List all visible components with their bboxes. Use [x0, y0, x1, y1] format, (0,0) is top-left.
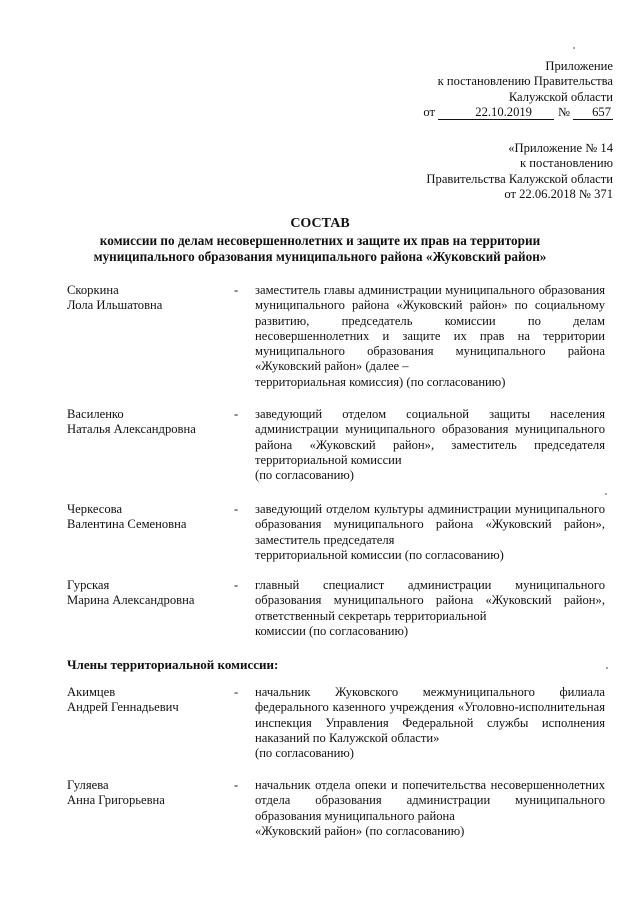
- member-position-text: заведующий отделом социальной защиты населения администрации муниципального образования муниципального района «Жуковский район», заместитель председателя территориальной комиссии: [255, 407, 605, 467]
- member-name: [67, 778, 232, 809]
- member-position: [255, 778, 605, 839]
- member-position-last-line: территориальная комиссия) (по согласованию): [255, 374, 506, 389]
- member-given-names: Андрей Геннадьевич: [67, 700, 179, 715]
- member-surname: Акимцев: [67, 685, 116, 699]
- appendix-line3: Калужской области: [508, 89, 613, 104]
- member-position-text: главный специалист администрации муниципального образования муниципального района «Жуковский район», ответственный секретарь территориальной: [255, 578, 605, 623]
- member-position: [255, 685, 605, 761]
- member-dash: -: [234, 578, 239, 592]
- member-surname: Скоркина: [67, 283, 119, 297]
- member-position: [255, 502, 605, 563]
- member-name: [67, 407, 232, 438]
- resolution-date: 22.10.2019: [438, 105, 554, 120]
- prior-line4: от 22.06.2018 № 371: [504, 187, 613, 202]
- resolution-number: 657: [573, 105, 613, 120]
- section-heading-members: Члены территориальной комиссии:: [67, 657, 279, 672]
- member-dash: -: [234, 778, 239, 792]
- member-position: [255, 407, 605, 483]
- member-position-last-line: «Жуковский район» (по согласованию): [255, 823, 465, 838]
- document-subtitle: [0, 233, 640, 265]
- member-surname: Черкесова: [67, 502, 123, 516]
- subtitle-line1: комиссии по делам несовершеннолетних и защите их прав на территории: [99, 233, 541, 248]
- prior-line1: «Приложение № 14: [508, 141, 613, 155]
- scan-speck: [605, 493, 607, 495]
- member-position-text: заместитель главы администрации муниципального образования муниципального района «Жуковский район» по социальному развитию, председатель комиссии по делам несовершеннолетних и защите их прав на территории муниципального образования муниципального района «Жуковский район» (далее –: [255, 283, 605, 374]
- member-given-names: Валентина Семеновна: [67, 517, 187, 532]
- member-position-last-line: территориальной комиссии (по согласованию): [255, 547, 504, 562]
- appendix-number-line: [423, 105, 613, 120]
- member-surname: Гуляева: [67, 778, 109, 792]
- member-name: [67, 283, 232, 314]
- member-surname: Василенко: [67, 407, 124, 421]
- member-position-text: заведующий отделом культуры администрации муниципального образования муниципального района «Жуковский район», заместитель председателя: [255, 502, 605, 547]
- member-name: [67, 502, 232, 533]
- appendix-stamp: [423, 59, 613, 121]
- member-given-names: Наталья Александровна: [67, 422, 196, 437]
- member-position-last-line: комиссии (по согласованию): [255, 623, 409, 638]
- member-dash: -: [234, 283, 239, 297]
- member-position-text: начальник Жуковского межмуниципального филиала федерального казенного учреждения «Уголовно-исполнительная инспекция Управления Федеральной службы исполнения наказаний по Калужской области»: [255, 685, 605, 745]
- subtitle-line2: муниципального образования муниципального района «Жуковский район»: [93, 249, 547, 264]
- member-name: [67, 685, 232, 716]
- appendix-line1: Приложение: [545, 59, 613, 73]
- prior-line2: к постановлению: [519, 156, 613, 171]
- member-given-names: Марина Александровна: [67, 593, 195, 608]
- number-label: №: [557, 105, 570, 120]
- appendix-line2: к постановлению Правительства: [437, 74, 613, 89]
- member-dash: -: [234, 685, 239, 699]
- prior-line3: Правительства Калужской области: [426, 171, 613, 186]
- member-dash: -: [234, 407, 239, 421]
- member-surname: Гурская: [67, 578, 110, 592]
- ot-label: от: [423, 105, 435, 120]
- scan-speck: [606, 667, 608, 669]
- member-name: [67, 578, 232, 609]
- member-position-last-line: (по согласованию): [255, 468, 355, 483]
- prior-appendix-stamp: [426, 141, 613, 203]
- member-position-text: начальник отдела опеки и попечительства несовершеннолетних отдела образования администрации муниципального образования муниципального района: [255, 778, 605, 823]
- scan-speck: [573, 47, 575, 49]
- member-position: [255, 578, 605, 639]
- member-dash: -: [234, 502, 239, 516]
- member-given-names: Анна Григорьевна: [67, 793, 165, 808]
- member-position: [255, 283, 605, 390]
- member-given-names: Лола Ильшатовна: [67, 298, 163, 313]
- member-position-last-line: (по согласованию): [255, 746, 355, 761]
- document-title: СОСТАВ: [290, 216, 350, 231]
